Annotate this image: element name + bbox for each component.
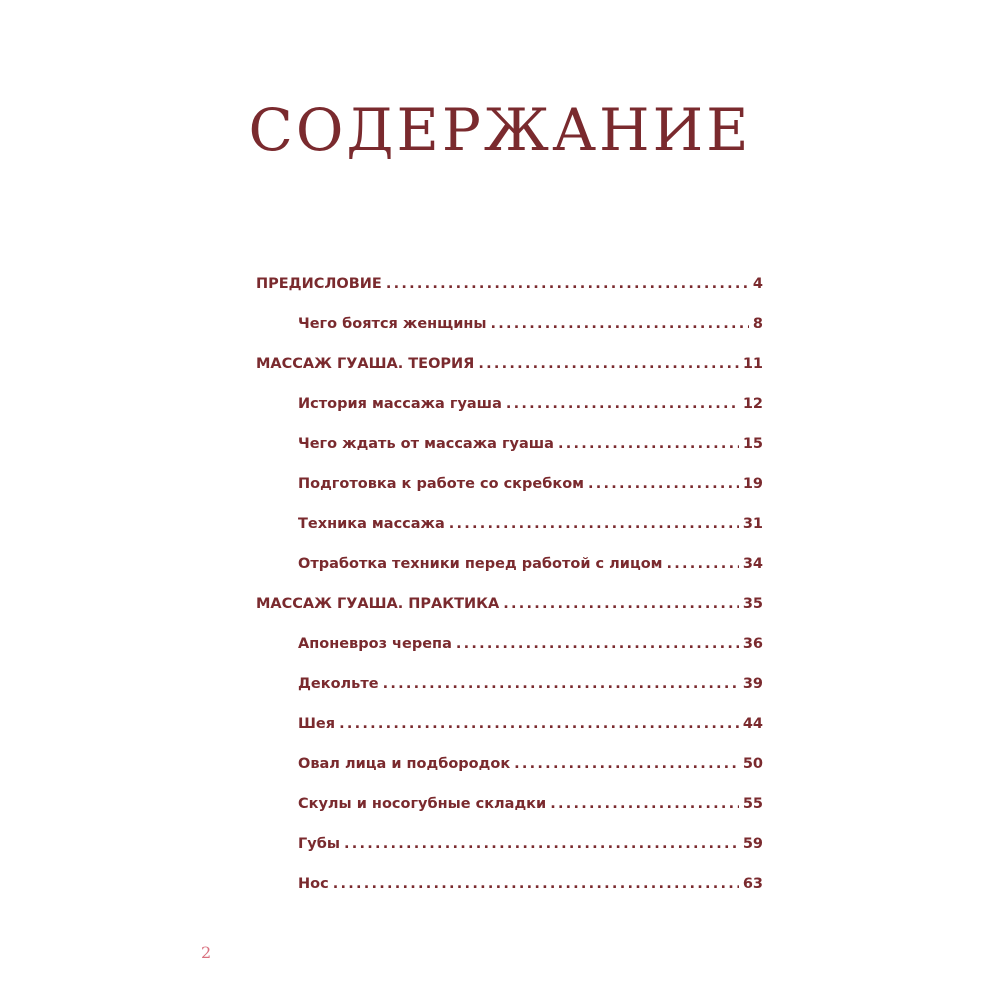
toc-entry-label: Подготовка к работе со скребком <box>298 476 585 492</box>
toc-entry-page: 4 <box>752 276 763 292</box>
toc-entry-page: 44 <box>742 716 763 732</box>
toc-entry-label: Техника массажа <box>298 516 445 532</box>
toc-leader-dots <box>449 504 739 544</box>
toc-entry[interactable] <box>256 784 763 824</box>
page-number: 2 <box>201 943 212 962</box>
toc-entry-label: Нос <box>298 876 329 892</box>
toc-entry-page: 34 <box>742 556 763 572</box>
toc-entry-page: 8 <box>752 316 763 332</box>
toc-leader-dots <box>506 384 739 424</box>
toc-leader-dots <box>514 744 739 784</box>
toc-entry[interactable] <box>256 864 763 904</box>
toc-entry-label: Декольте <box>298 676 379 692</box>
toc-leader-dots <box>588 464 739 504</box>
toc-entry[interactable] <box>256 704 763 744</box>
toc-entry-page: 59 <box>742 836 763 852</box>
toc-leader-dots <box>667 544 739 584</box>
toc-entry[interactable] <box>256 504 763 544</box>
toc-leader-dots <box>558 424 739 464</box>
toc-entry[interactable] <box>256 344 763 384</box>
toc-entry-label: Скулы и носогубные складки <box>298 796 547 812</box>
page-title: СОДЕРЖАНИЕ <box>248 96 752 164</box>
toc-leader-dots <box>383 664 739 704</box>
toc-entry[interactable] <box>256 544 763 584</box>
toc-entry-page: 55 <box>742 796 763 812</box>
toc-entry-label: Чего боятся женщины <box>298 316 487 332</box>
toc-entry[interactable] <box>256 384 763 424</box>
toc-entry-page: 63 <box>742 876 763 892</box>
toc-entry-page: 12 <box>742 396 763 412</box>
toc-entry-label: История массажа гуаша <box>298 396 502 412</box>
toc-entry-label: Губы <box>298 836 340 852</box>
toc-leader-dots <box>478 344 738 384</box>
toc-entry-label: Апоневроз черепа <box>298 636 452 652</box>
toc-entry-page: 39 <box>742 676 763 692</box>
toc-entry[interactable] <box>256 624 763 664</box>
toc-entry-page: 19 <box>742 476 763 492</box>
toc-entry[interactable] <box>256 264 763 304</box>
toc-entry-label: Шея <box>298 716 336 732</box>
toc-entry[interactable] <box>256 664 763 704</box>
toc-entry-label: МАССАЖ ГУАША. ПРАКТИКА <box>256 596 500 612</box>
toc-entry-page: 36 <box>742 636 763 652</box>
toc-leader-dots <box>339 704 739 744</box>
toc-entry[interactable] <box>256 304 763 344</box>
toc-leader-dots <box>503 584 739 624</box>
toc-entry-page: 11 <box>742 356 763 372</box>
toc-entry[interactable] <box>256 824 763 864</box>
toc-entry[interactable] <box>256 584 763 624</box>
toc-leader-dots <box>491 304 749 344</box>
toc-entry-page: 35 <box>742 596 763 612</box>
toc-entry[interactable] <box>256 464 763 504</box>
toc-entry-page: 15 <box>742 436 763 452</box>
toc-entry-page: 31 <box>742 516 763 532</box>
toc-entry-page: 50 <box>742 756 763 772</box>
toc-entry-label: Отработка техники перед работой с лицом <box>298 556 663 572</box>
toc-leader-dots <box>456 624 739 664</box>
toc-leader-dots <box>386 264 749 304</box>
table-of-contents <box>256 264 763 904</box>
toc-entry-label: Овал лица и подбородок <box>298 756 511 772</box>
toc-entry-label: МАССАЖ ГУАША. ТЕОРИЯ <box>256 356 475 372</box>
toc-entry-label: Чего ждать от массажа гуаша <box>298 436 554 452</box>
toc-entry[interactable] <box>256 744 763 784</box>
toc-entry-label: ПРЕДИСЛОВИЕ <box>256 276 382 292</box>
toc-leader-dots <box>344 824 739 864</box>
toc-entry[interactable] <box>256 424 763 464</box>
toc-leader-dots <box>550 784 739 824</box>
toc-leader-dots <box>333 864 739 904</box>
